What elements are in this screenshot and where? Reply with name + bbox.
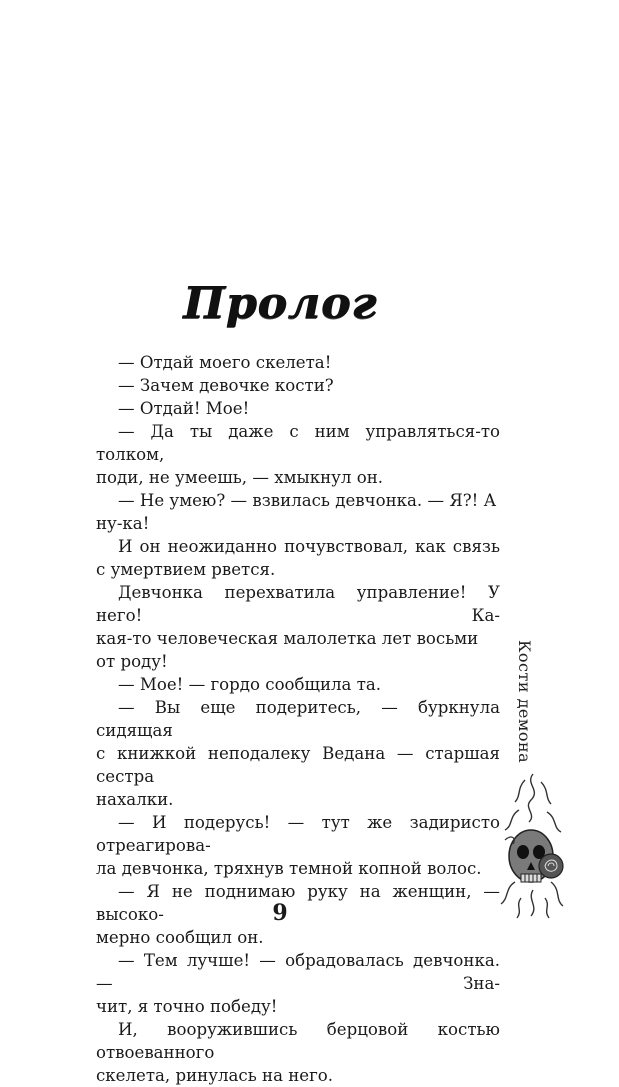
page-number: 9	[272, 900, 288, 926]
paragraph-line: поди, не умеешь, — хмыкнул он.	[96, 468, 384, 487]
skull-rose-ornament-icon	[495, 770, 571, 920]
paragraph-line: — Я не поднимаю руку на женщин, — высоко-	[96, 882, 500, 924]
paragraph-line: — Отдай моего скелета!	[118, 353, 332, 372]
paragraph-line: Девчонка перехватила управление! У него! Ка-	[96, 583, 500, 625]
running-title: Кости демона	[515, 640, 534, 764]
paragraph-line: — Зачем девочке кости?	[118, 376, 334, 395]
paragraph-line: И он неожиданно почувствовал, как связь	[118, 537, 500, 556]
body-text	[96, 351, 500, 1087]
paragraph-line: И, вооружившись берцовой костью отвоеванного	[96, 1020, 500, 1062]
paragraph-line: скелета, ринулась на него.	[96, 1066, 334, 1085]
paragraph-line: мерно сообщил он.	[96, 928, 264, 947]
paragraph-line: с умертвием рвется.	[96, 560, 276, 579]
paragraph-line: — Да ты даже с ним управляться-то толком,	[96, 422, 500, 464]
paragraph-line: — Вы еще подеритесь, — буркнула сидящая	[96, 698, 500, 740]
paragraph-line: — И подерусь! — тут же задиристо отреагирова-	[96, 813, 500, 855]
paragraph-line: чит, я точно победу!	[96, 997, 278, 1016]
paragraph-line: с книжкой неподалеку Ведана — старшая сестра	[96, 744, 500, 786]
paragraph-line: кая-то человеческая малолетка лет восьми от роду!	[96, 629, 479, 671]
paragraph-line: — Мое! — гордо сообщила та.	[118, 675, 382, 694]
paragraph-line: — Тем лучше! — обрадовалась девчонка. — Зна-	[96, 951, 500, 993]
paragraph-line: ла девчонка, тряхнув темной копной волос.	[96, 859, 482, 878]
paragraph-line: нахалки.	[96, 790, 174, 809]
paragraph-line: — Отдай! Мое!	[118, 399, 250, 418]
chapter-title: Пролог	[183, 278, 377, 329]
paragraph-line: — Не умею? — взвилась девчонка. — Я?! А ну-ка!	[96, 491, 497, 533]
